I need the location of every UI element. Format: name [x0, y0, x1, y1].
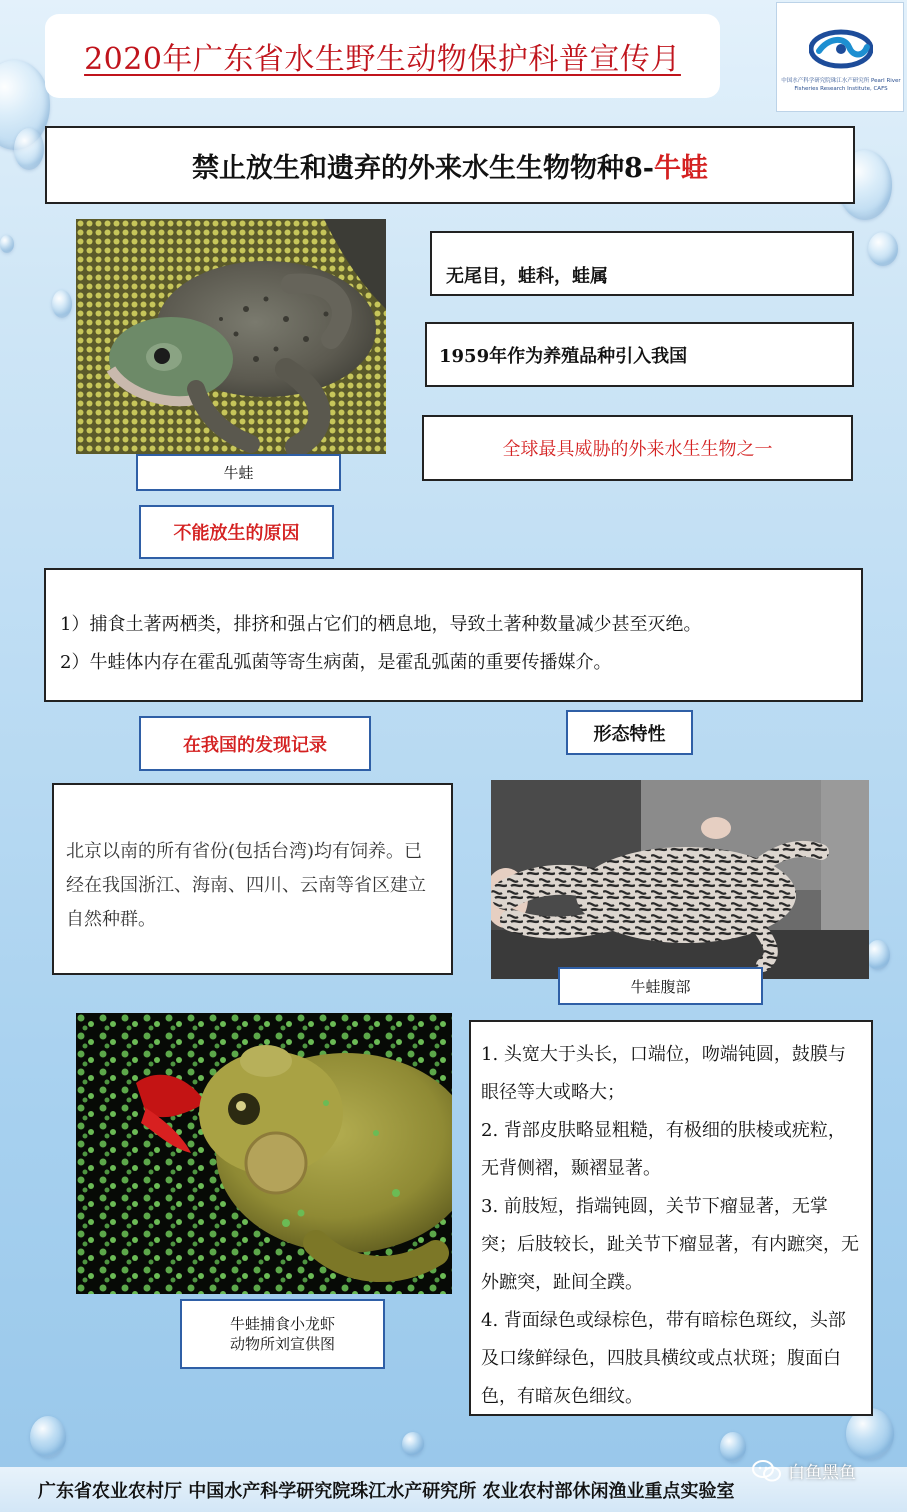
- belly-photo-caption: 牛蛙腹部: [558, 967, 763, 1005]
- morphology-item: 3. 前肢短，指端钝圆，关节下瘤显著，无掌突；后肢较长，趾关节下瘤显著，有内蹠突，无外蹠突，趾间全蹼。: [481, 1196, 859, 1293]
- water-drop: [402, 1432, 424, 1456]
- water-drop: [30, 1416, 66, 1458]
- records-box: [52, 783, 453, 975]
- wechat-icon: [752, 1459, 782, 1483]
- bullfrog-eating-crayfish-photo: [76, 1013, 452, 1294]
- bullfrog-photo: [76, 219, 386, 454]
- water-drop: [0, 235, 14, 253]
- watermark-text: 白鱼黑鱼: [788, 1463, 856, 1483]
- taxonomy-box: [430, 231, 854, 296]
- taxonomy-text: 无尾目，蛙科，蛙属: [446, 265, 608, 287]
- records-text: 北京以南的所有省份(包括台湾)均有饲养。已经在我国浙江、海南、四川、云南等省区建立自然种群。: [66, 841, 426, 930]
- morphology-item: 2. 背部皮肤略显粗糙，有极细的肤棱或疣粒，无背侧褶，颞褶显著。: [481, 1120, 846, 1179]
- reason-item: 1）捕食土著两栖类，排挤和强占它们的栖息地，导致土著种数量减少甚至灭绝。: [60, 614, 702, 635]
- logo-swirl-icon: [809, 29, 873, 69]
- crayfish-photo-caption: [180, 1299, 385, 1369]
- water-drop: [720, 1432, 746, 1462]
- institute-logo: [776, 2, 904, 112]
- morphology-box: [469, 1020, 873, 1416]
- logo-text: 中国水产科学研究院珠江水产研究所 Pearl River Fisheries Research Institute, CAFS: [781, 78, 901, 92]
- reasons-label: 不能放生的原因: [139, 505, 334, 559]
- species-heading: [192, 146, 708, 185]
- water-drop: [14, 128, 44, 170]
- water-drop: [868, 232, 898, 266]
- bullfrog-photo-caption: 牛蛙: [136, 454, 341, 491]
- wechat-watermark: [752, 1458, 856, 1483]
- introduction-box: [425, 322, 854, 387]
- morphology-item: 1. 头宽大于头长，口端位，吻端钝圆，鼓膜与眼径等大或略大；: [481, 1044, 846, 1103]
- records-label: 在我国的发现记录: [139, 716, 371, 771]
- crayfish-caption-line1: 牛蛙捕食小龙虾: [229, 1315, 335, 1333]
- reasons-box: [44, 568, 863, 702]
- species-name: 牛蛙: [654, 152, 708, 184]
- bullfrog-belly-photo: [491, 780, 869, 979]
- morphology-label: [566, 710, 693, 755]
- water-drop: [866, 940, 890, 970]
- page-title: 2020年广东省水生野生动物保护科普宣传月: [84, 42, 681, 77]
- species-heading-box: [45, 126, 855, 204]
- introduction-text: 1959年作为养殖品种引入我国: [439, 345, 688, 367]
- threat-box: [422, 415, 853, 481]
- crayfish-caption-line2: 动物所刘宣供图: [229, 1335, 335, 1353]
- footer-text: 广东省农业农村厅 中国水产科学研究院珠江水产研究所 农业农村部休闲渔业重点实验室: [38, 1480, 735, 1502]
- water-drop: [52, 290, 72, 318]
- reason-item: 2）牛蛙体内存在霍乱弧菌等寄生病菌，是霍乱弧菌的重要传播媒介。: [60, 652, 612, 673]
- morphology-item: 4. 背面绿色或绿棕色，带有暗棕色斑纹，头部及口缘鲜绿色，四肢具横纹或点状斑；腹面白色，有暗灰色细纹。: [481, 1310, 846, 1407]
- threat-text: 全球最具威胁的外来水生生物之一: [502, 439, 773, 460]
- morphology-label-text: 形态特性: [593, 723, 666, 745]
- header-title-bar: [45, 14, 720, 98]
- species-heading-prefix: 禁止放生和遗弃的外来水生生物物种8-: [192, 152, 654, 184]
